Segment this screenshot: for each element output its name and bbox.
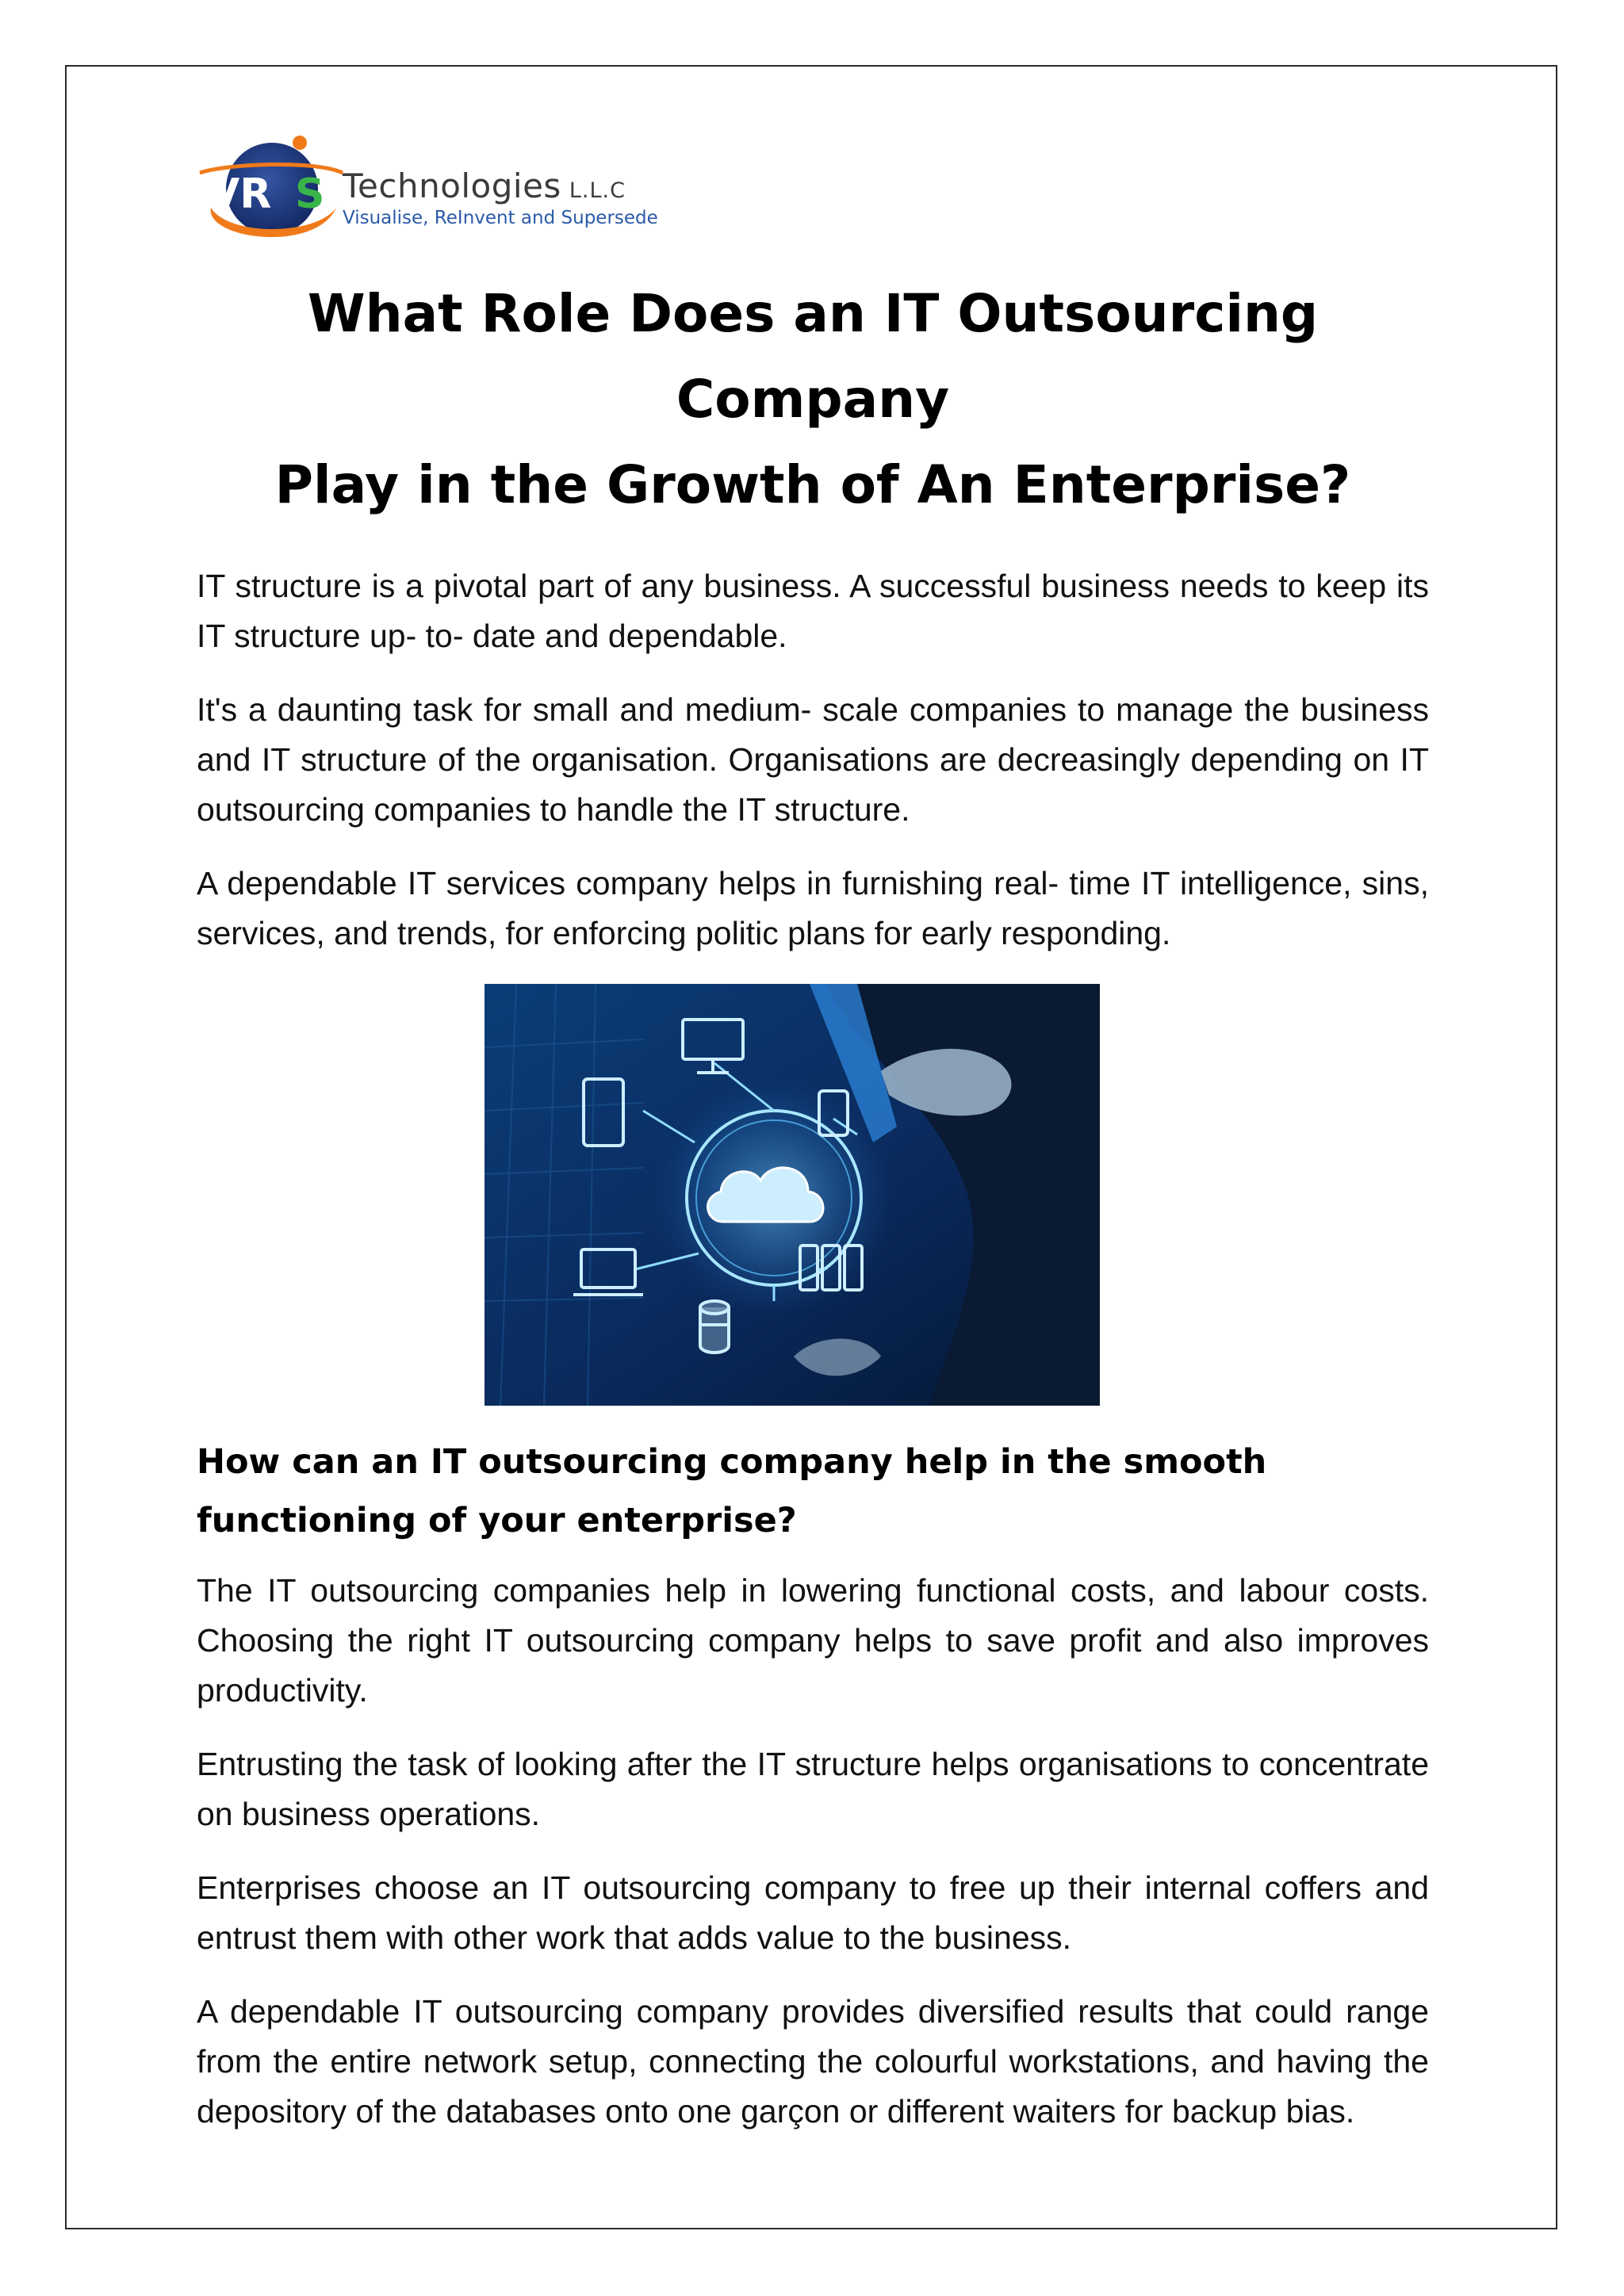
company-logo (197, 135, 658, 254)
title-line-2: Play in the Growth of An Enterprise? (274, 454, 1351, 515)
hero-image-it-cloud (485, 984, 1100, 1406)
section-paragraph-1: The IT outsourcing companies help in lowering functional costs, and labour costs. Choosing the right IT outsourcing company helps to save profit and also improves productivity. (197, 1572, 1429, 1709)
intro-paragraph-3: A dependable IT services company helps in furnishing real- time IT intelligence, sins, services, and trends, for enforcing politic plans for early responding. (197, 865, 1429, 951)
intro-paragraph-1: IT structure is a pivotal part of any business. A successful business needs to keep its IT structure up- to- date and dependable. (197, 568, 1429, 654)
database-icon (700, 1301, 729, 1353)
intro-paragraph-2: It's a daunting task for small and medium- scale companies to manage the business and IT structure of the organisation. Organisations are decreasingly depending on IT outsourcing companies to handle the IT structure. (197, 691, 1429, 828)
title-line-1: What Role Does an IT Outsourcing Company (307, 283, 1319, 430)
vrs-globe-logo-icon (197, 135, 347, 254)
company-suffix: L.L.C (569, 178, 626, 203)
svg-text:S: S (295, 170, 325, 218)
logo-mark-text: VR (208, 170, 272, 218)
company-name: Technologies L.L.C (343, 166, 626, 205)
company-tagline: Visualise, ReInvent and Supersede (343, 208, 658, 228)
document-content (197, 135, 1429, 2137)
page-title (197, 271, 1429, 528)
section-paragraph-3: Enterprises choose an IT outsourcing company to free up their internal coffers and entrust them with other work that adds value to the business. (197, 1869, 1429, 1956)
section-heading: How can an IT outsourcing company help in the smooth functioning of your enterprise? (197, 1442, 1267, 1540)
section-paragraph-2: Entrusting the task of looking after the IT structure helps organisations to concentrate on business operations. (197, 1746, 1429, 1832)
section-paragraph-4: A dependable IT outsourcing company provides diversified results that could range from the entire network setup, connecting the colourful workstations, and having the depository of the databases onto one garçon or different waiters for backup bias. (197, 1993, 1429, 2130)
